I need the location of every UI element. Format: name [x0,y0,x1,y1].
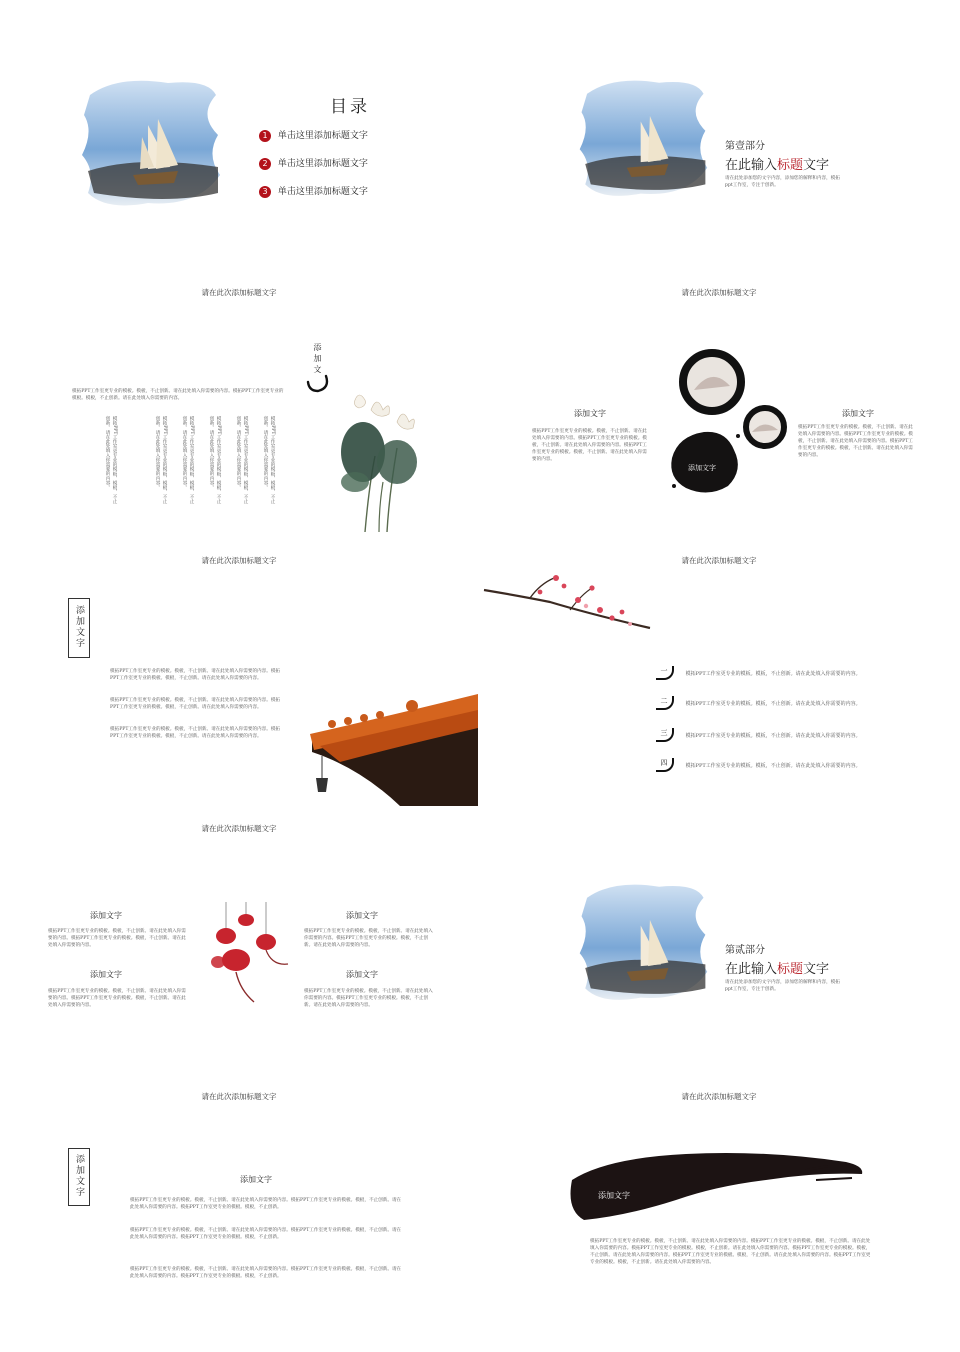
slide-lotus-columns [0,298,478,566]
slide-footer: 请在此次添加标题文字 [201,824,277,833]
part-heading [725,958,829,977]
block-text: 模拓PPT工作室更专业的模板。模板，不止创新。请在此处填入你需要的内容。模拓PPT工作室更专业的模板。模板，不止创新。请在此处填入你需要的内容。 [304,989,433,1008]
list-item-text: 模拓PPT工作室更专业的模板。模板，不止创新。请在此处填入你需要的内容。 [685,670,861,677]
contents-item-label: 单击这里添加标题文字 [277,159,368,169]
paragraph: 模拓PPT工作室更专业的模板。模板，不止创新。请在此处填入你需要的内容。模拓PPT工作室更专业的模板。模板，不止创新。请在此处填入你需要的内容。 [110,669,281,681]
sailing-ship-illustration [78,75,223,215]
slide-footer: 请在此次添加标题文字 [681,1092,757,1101]
block-title: 添加文字 [346,970,378,979]
part-description: 请在此处添加您的文字内容，添加您的解释和内容，模拓ppt工作室，专注于创新。 [725,980,840,992]
left-text: 模拓PPT工作室更专业的模板。模板，不止创新。请在此处填入你需要的内容。模拓PPT工作室更专业的模板。模板，不止创新。请在此处填入你需要的内容。模拓PPT工作室更专业的模板。模板，不止创新。请在此处填入你需要的内容。 [532,429,647,462]
slide-brush-stroke [480,1102,958,1352]
paragraph: 模拓PPT工作室更专业的模板。模板，不止创新。请在此处填入你需要的内容。模拓PPT工作室更专业的模板。模板，不止创新。请在此处填入你需要的内容。模拓PPT工作室更专业的模板。模板，不止创新。 [130,1198,402,1210]
lanterns-illustration [196,902,296,1012]
brush-circle-icon [306,370,330,394]
paragraph: 模拓PPT工作室更专业的模板。模板，不止创新。请在此处填入你需要的内容。模拓PPT工作室更专业的模板。模板，不止创新。请在此处填入你需要的内容。模拓PPT工作室更专业的模板。模板，不止创新。 [130,1228,402,1240]
block-text: 模拓PPT工作室更专业的模板。模板，不止创新。请在此处填入你需要的内容。模拓PPT工作室更专业的模板。模板，不止创新。请在此处填入你需要的内容。 [48,989,186,1008]
block-text: 模拓PPT工作室更专业的模板。模板，不止创新。请在此处填入你需要的内容。模拓PPT工作室更专业的模板。模板，不止创新。请在此处填入你需要的内容。 [304,929,433,948]
slide-part-two [480,834,958,1102]
slide-footer: 请在此次添加标题文字 [201,1092,277,1101]
right-title: 添加文字 [842,409,874,418]
slide-footer: 请在此次添加标题文字 [681,288,757,297]
list-item-text: 模拓PPT工作室更专业的模板。模板，不止创新。请在此处填入你需要的内容。 [685,700,861,707]
slide-part-one [480,30,958,298]
ink-brush-stroke [566,1140,866,1230]
block-title: 添加文字 [346,911,378,920]
slide-footer: 请在此次添加标题文字 [201,556,277,565]
contents-item-1[interactable] [259,128,368,142]
vertical-column: 模拓PPT工作室更专业的模板，模板，不止创新。请在此处填入你需要的内容。 [105,416,117,504]
heading-text: 文字 [803,962,830,977]
list-item-text: 模拓PPT工作室更专业的模板。模板，不止创新。请在此处填入你需要的内容。 [685,762,861,769]
part-description: 请在此处添加您的文字内容，添加您的解释和内容，模拓ppt工作室，专注于创新。 [725,176,840,188]
brush-number-1: 一 [656,666,674,680]
part-label: 第壹部分 [725,141,765,152]
slide-text [0,1102,478,1352]
heading-highlight: 标题 [777,158,804,173]
block-title: 添加文字 [90,970,122,979]
ink-circle-large [676,346,748,418]
slide-ink-circles [480,298,958,566]
brush-number-2: 二 [656,696,674,710]
plum-blossom-illustration [480,566,660,638]
paragraph: 模拓PPT工作室更专业的模板。模板，不止创新。请在此处填入你需要的内容。模拓PPT工作室更专业的模板。模板，不止创新。请在此处填入你需要的内容。 [110,727,281,739]
vertical-column: 模拓PPT工作室更专业的模板，模板，不止创新。请在此处填入你需要的内容。 [155,416,167,504]
body-text: 模拓PPT工作室更专业的模板。模板，不止创新。请在此处填入你需要的内容。模拓PPT工作室更专业的模板。模板，不止创新。请在此处填入你需要的内容。模拓PPT工作室更专业的模板。模板，不止创新。请在此处填入你需要的内容。模拓PPT工作室更专业的模板。模板，不止创新。请在此处填入你需要的内容。模拓PPT工作室更专业的模板。模板，不止创新。请在此处填入你需要的内容。模拓PPT工作室更专业的模板。模板，不止创新。请在此处填入你需要的内容。 [590,1239,871,1265]
vertical-title-box [68,1148,90,1206]
heading-text: 在此输入 [725,158,778,173]
number-seal-3: 3 [259,186,271,198]
sailing-ship-illustration [576,74,710,206]
heading-highlight: 标题 [777,962,804,977]
slide-lanterns [0,834,478,1102]
vertical-title: 添加文字 [74,1154,84,1198]
sailing-ship-illustration [576,878,710,1010]
intro-text: 模拓PPT工作室更专业的模板。模板，不止创新。请在此处填入你需要的内容。模拓PPT工作室更专业的模板。模板，不止创新。请在此处填入你需要的内容。 [72,389,284,401]
slide-contents [0,30,478,298]
contents-item-label: 单击这里添加标题文字 [277,187,368,197]
brush-label: 添加文字 [598,1191,630,1200]
heading-text: 在此输入 [725,962,778,977]
block-text: 模拓PPT工作室更专业的模板。模板，不止创新。请在此处填入你需要的内容。模拓PPT工作室更专业的模板。模板，不止创新。请在此处填入你需要的内容。 [48,929,186,948]
paragraph: 模拓PPT工作室更专业的模板。模板，不止创新。请在此处填入你需要的内容。模拓PPT工作室更专业的模板。模板，不止创新。请在此处填入你需要的内容。模拓PPT工作室更专业的模板。模板，不止创新。 [130,1267,402,1279]
section-title: 添加文字 [240,1175,272,1184]
vertical-title-box [68,598,90,658]
slide-footer: 请在此次添加标题文字 [681,556,757,565]
list-item-1[interactable] [656,666,916,680]
contents-item-2[interactable] [259,156,368,170]
number-seal-1: 1 [259,130,271,142]
vertical-title: 添加文 [313,343,322,376]
brush-number-4: 四 [656,758,674,772]
vertical-column: 模拓PPT工作室更专业的模板，模板，不止创新。请在此处填入你需要的内容。 [263,416,275,504]
heading-text: 文字 [803,158,830,173]
contents-item-3[interactable] [259,184,368,198]
lotus-illustration [335,386,427,536]
ink-circle-small [740,402,790,452]
vertical-title: 添加文字 [74,605,84,649]
contents-title: 目录 [330,97,370,117]
slide-footer: 请在此次添加标题文字 [201,288,277,297]
list-item-2[interactable] [656,696,916,710]
right-text: 模拓PPT工作室更专业的模板。模板，不止创新。请在此处填入你需要的内容。模拓PPT工作室更专业的模板。模板，不止创新。请在此处填入你需要的内容。模拓PPT工作室更专业的模板。模板，不止创新。请在此处填入你需要的内容。 [798,425,913,458]
slide-plum-list [480,566,958,834]
list-item-4[interactable] [656,758,916,772]
paragraph: 模拓PPT工作室更专业的模板。模板，不止创新。请在此处填入你需要的内容。模拓PPT工作室更专业的模板。模板，不止创新。请在此处填入你需要的内容。 [110,698,281,710]
contents-item-label: 单击这里添加标题文字 [277,131,368,141]
palace-roof-illustration [300,694,478,806]
number-seal-2: 2 [259,158,271,170]
part-label: 第贰部分 [725,945,765,956]
vertical-column: 模拓PPT工作室更专业的模板，模板，不止创新。请在此处填入你需要的内容。 [182,416,194,504]
ink-splash [664,426,744,498]
list-item-3[interactable] [656,728,916,742]
list-item-text: 模拓PPT工作室更专业的模板。模板，不止创新。请在此处填入你需要的内容。 [685,732,861,739]
block-title: 添加文字 [90,911,122,920]
vertical-column: 模拓PPT工作室更专业的模板，模板，不止创新。请在此处填入你需要的内容。 [209,416,221,504]
vertical-column: 模拓PPT工作室更专业的模板，模板，不止创新。请在此处填入你需要的内容。 [236,416,248,504]
part-heading [725,154,829,173]
brush-number-3: 三 [656,728,674,742]
slide-roof [0,566,478,834]
left-title: 添加文字 [574,409,606,418]
ink-splash-label: 添加文字 [688,464,716,472]
